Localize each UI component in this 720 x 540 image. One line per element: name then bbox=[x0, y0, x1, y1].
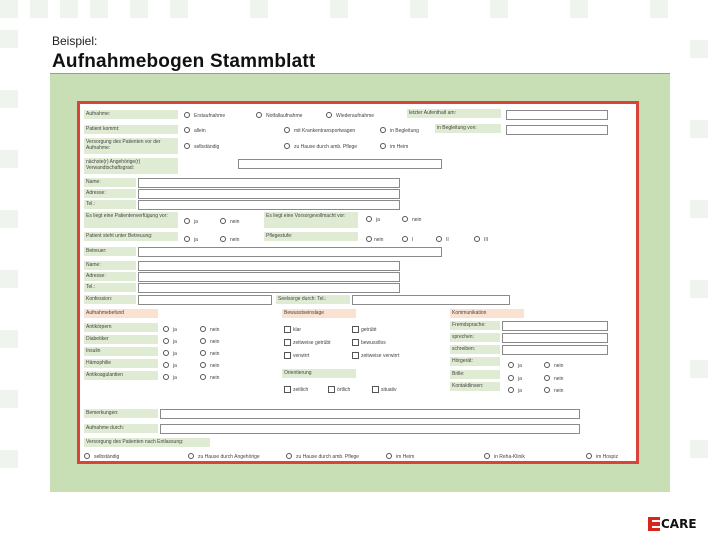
bg-square bbox=[330, 0, 348, 18]
bg-square bbox=[410, 0, 428, 18]
option-label: ja bbox=[194, 237, 198, 243]
schreiben-label: schreiben: bbox=[450, 345, 500, 354]
orientierung-header: Orientierung bbox=[282, 369, 356, 378]
radio-entlassung-selbstaendig[interactable] bbox=[84, 453, 90, 459]
radio-entlassung-amb-pflege[interactable] bbox=[286, 453, 292, 459]
radio-pv-ja[interactable] bbox=[184, 218, 190, 224]
option-label: in Begleitung bbox=[390, 128, 419, 134]
radio-pflegestufe-2[interactable] bbox=[436, 236, 442, 242]
radio-in-begleitung[interactable] bbox=[380, 127, 386, 133]
angehoerige-field[interactable] bbox=[238, 159, 442, 169]
option-label: bewusstlos bbox=[361, 340, 386, 346]
radio-antikoagulantien-ja[interactable] bbox=[163, 374, 169, 380]
option-label: ja bbox=[173, 351, 177, 357]
radio-entlassung-angehoerige[interactable] bbox=[188, 453, 194, 459]
radio-haemophilie-nein[interactable] bbox=[200, 362, 206, 368]
radio-brille-nein[interactable] bbox=[544, 375, 550, 381]
seelsorge-field[interactable] bbox=[352, 295, 510, 305]
befund-label: Antikörpern bbox=[84, 323, 158, 332]
in-begleitung-von-field[interactable] bbox=[506, 125, 608, 135]
radio-entlassung-heim[interactable] bbox=[386, 453, 392, 459]
bg-square bbox=[0, 330, 18, 348]
option-label: Notfallaufnahme bbox=[266, 113, 303, 119]
option-label: nein bbox=[230, 219, 240, 225]
option-label: zu Hause durch amb. Pflege bbox=[294, 144, 358, 150]
bg-square bbox=[0, 210, 18, 228]
person1-tel-field[interactable] bbox=[138, 200, 400, 210]
option-label: nein bbox=[210, 327, 220, 333]
kommunikation-header: Kommunikation bbox=[450, 309, 524, 318]
radio-pv-nein[interactable] bbox=[220, 218, 226, 224]
radio-selbstaendig[interactable] bbox=[184, 143, 190, 149]
checkbox-oertlich[interactable] bbox=[328, 386, 335, 393]
option-label: im Hospiz bbox=[596, 454, 618, 460]
radio-pflegestufe-nein[interactable] bbox=[366, 236, 372, 242]
option-label: mit Krankentransportwagen bbox=[294, 128, 356, 134]
option-label: allein bbox=[194, 128, 206, 134]
name-label: Name: bbox=[84, 178, 136, 187]
radio-notfallaufnahme[interactable] bbox=[256, 112, 262, 118]
option-label: ja bbox=[173, 363, 177, 369]
bg-square bbox=[690, 40, 708, 58]
bg-square bbox=[690, 120, 708, 138]
aufnahmebefund-header: Aufnahmebefund bbox=[84, 309, 158, 318]
option-label: in Reha-Klinik bbox=[494, 454, 525, 460]
adresse-label: Adresse: bbox=[84, 272, 136, 281]
option-label: zeitlich bbox=[293, 387, 309, 393]
aufnahme-label: Aufnahme: bbox=[84, 110, 178, 119]
checkbox-situativ[interactable] bbox=[372, 386, 379, 393]
person1-name-field[interactable] bbox=[138, 178, 400, 188]
radio-haemophilie-ja[interactable] bbox=[163, 362, 169, 368]
checkbox-zeitweise-verwirrt[interactable] bbox=[352, 352, 359, 359]
schreiben-field[interactable] bbox=[502, 345, 608, 355]
radio-insulin-ja[interactable] bbox=[163, 350, 169, 356]
option-label: situativ bbox=[381, 387, 397, 393]
checkbox-getruebt[interactable] bbox=[352, 326, 359, 333]
checkbox-verwirrt[interactable] bbox=[284, 352, 291, 359]
bg-square bbox=[0, 30, 18, 48]
bg-square bbox=[690, 200, 708, 218]
radio-betreuung-ja[interactable] bbox=[184, 236, 190, 242]
option-label: nein bbox=[210, 375, 220, 381]
person1-adresse-field[interactable] bbox=[138, 189, 400, 199]
radio-amb-pflege[interactable] bbox=[284, 143, 290, 149]
slide-title: Aufnahmebogen Stammblatt bbox=[52, 51, 316, 72]
option-label: II bbox=[446, 237, 449, 243]
option-label: selbständig bbox=[94, 454, 120, 460]
option-label: verwirrt bbox=[293, 353, 310, 359]
adresse-label: Adresse: bbox=[84, 189, 136, 198]
person2-adresse-field[interactable] bbox=[138, 272, 400, 282]
option-label: nein bbox=[210, 339, 220, 345]
entlassung-label: Versorgung des Patienten nach Entlassung: bbox=[84, 438, 210, 447]
aufnahme-durch-label: Aufnahme durch: bbox=[84, 424, 158, 433]
versorgung-vor-label: Versorgung des Patienten vor der Aufnahme: bbox=[84, 138, 178, 154]
tel-label: Tel.: bbox=[84, 200, 136, 209]
bg-square bbox=[570, 0, 588, 18]
bemerkungen-field[interactable] bbox=[160, 409, 580, 419]
sprechen-field[interactable] bbox=[502, 333, 608, 343]
checkbox-bewusstlos[interactable] bbox=[352, 339, 359, 346]
patientenverfuegung-label: Es liegt eine Patientenverfügung vor: bbox=[84, 212, 178, 228]
befund-label: Antikoagulantien bbox=[84, 371, 158, 380]
option-label: ja bbox=[173, 327, 177, 333]
befund-label: Hämophilie bbox=[84, 359, 158, 368]
logo-e-mark bbox=[648, 517, 660, 531]
betreuer-field[interactable] bbox=[138, 247, 442, 257]
option-label: zu Hause durch Angehörige bbox=[198, 454, 260, 460]
angehoerige-label: nächste(r) Angehörige(r) Verwandtschaftsgrad: bbox=[84, 158, 178, 174]
bg-square bbox=[0, 450, 18, 468]
option-label: nein bbox=[554, 388, 564, 394]
bg-square bbox=[690, 280, 708, 298]
option-label: zeitweise getrübt bbox=[293, 340, 331, 346]
option-label: ja bbox=[518, 376, 522, 382]
radio-insulin-nein[interactable] bbox=[200, 350, 206, 356]
betreuer-label: Betreuer: bbox=[84, 247, 136, 256]
option-label: im Heim bbox=[390, 144, 409, 150]
bg-square bbox=[650, 0, 668, 18]
option-label: getrübt bbox=[361, 327, 377, 333]
option-label: III bbox=[484, 237, 489, 243]
pflegestufe-label: Pflegestufe: bbox=[264, 232, 358, 241]
patient-kommt-label: Patient kommt: bbox=[84, 125, 178, 134]
option-label: nein bbox=[210, 363, 220, 369]
sprechen-label: sprechen: bbox=[450, 333, 500, 342]
kontaktlinsen-label: Kontaktlinsen: bbox=[450, 382, 500, 391]
fremdsprache-field[interactable] bbox=[502, 321, 608, 331]
radio-kontaktlinsen-ja[interactable] bbox=[508, 387, 514, 393]
option-label: zu Hause durch amb. Pflege bbox=[296, 454, 360, 460]
option-label: selbständig bbox=[194, 144, 220, 150]
option-label: nein bbox=[210, 351, 220, 357]
option-label: ja bbox=[518, 363, 522, 369]
radio-wiederaufnahme[interactable] bbox=[326, 112, 332, 118]
hoergeraet-label: Hörgerät: bbox=[450, 357, 500, 366]
brille-label: Brille: bbox=[450, 370, 500, 379]
befund-label: Insulin bbox=[84, 347, 158, 356]
bg-square bbox=[690, 440, 708, 458]
option-label: I bbox=[412, 237, 414, 243]
radio-vv-nein[interactable] bbox=[402, 216, 408, 222]
bg-square bbox=[0, 90, 18, 108]
radio-pflegestufe-3[interactable] bbox=[474, 236, 480, 242]
bg-square bbox=[30, 0, 48, 18]
bg-square bbox=[250, 0, 268, 18]
bg-square bbox=[690, 360, 708, 378]
radio-entlassung-reha[interactable] bbox=[484, 453, 490, 459]
option-label: örtlich bbox=[337, 387, 351, 393]
name-label: Name: bbox=[84, 261, 136, 270]
letzter-aufenthalt-field[interactable] bbox=[506, 110, 608, 120]
radio-antikoerper-nein[interactable] bbox=[200, 326, 206, 332]
fremdsprache-label: Fremdsprache: bbox=[450, 321, 500, 330]
option-label: ja bbox=[518, 388, 522, 394]
logo-text: CARE bbox=[661, 517, 697, 531]
radio-pflegestufe-1[interactable] bbox=[402, 236, 408, 242]
letzter-aufenthalt-label: letzter Aufenthalt am: bbox=[407, 109, 501, 118]
option-label: nein bbox=[554, 376, 564, 382]
checkbox-zeitlich[interactable] bbox=[284, 386, 291, 393]
radio-diabetiker-ja[interactable] bbox=[163, 338, 169, 344]
bewusstseinslage-header: Bewusstseinslage bbox=[282, 309, 356, 318]
radio-kontaktlinsen-nein[interactable] bbox=[544, 387, 550, 393]
admission-form bbox=[77, 101, 639, 464]
option-label: ja bbox=[194, 219, 198, 225]
bg-square bbox=[0, 0, 18, 18]
konfession-field[interactable] bbox=[138, 295, 272, 305]
option-label: im Heim bbox=[396, 454, 415, 460]
aufnahme-durch-field[interactable] bbox=[160, 424, 580, 434]
vorsorgevollmacht-label: Es liegt eine Vorsorgevollmacht vor: bbox=[264, 212, 358, 228]
option-label: nein bbox=[230, 237, 240, 243]
radio-im-heim[interactable] bbox=[380, 143, 386, 149]
person2-tel-field[interactable] bbox=[138, 283, 400, 293]
bg-square bbox=[0, 150, 18, 168]
radio-vv-ja[interactable] bbox=[366, 216, 372, 222]
konfession-label: Konfession: bbox=[84, 295, 136, 304]
betreuung-label: Patient steht unter Betreuung: bbox=[84, 232, 178, 241]
option-label: Wiederaufnahme bbox=[336, 113, 375, 119]
bg-square bbox=[130, 0, 148, 18]
radio-erstaufnahme[interactable] bbox=[184, 112, 190, 118]
option-label: nein bbox=[374, 237, 384, 243]
option-label: klar bbox=[293, 327, 302, 333]
befund-label: Diabetiker bbox=[84, 335, 158, 344]
option-label: ja bbox=[376, 217, 380, 223]
tel-label: Tel.: bbox=[84, 283, 136, 292]
radio-brille-ja[interactable] bbox=[508, 375, 514, 381]
bg-square bbox=[170, 0, 188, 18]
slide-subtitle: Beispiel: bbox=[52, 34, 98, 48]
option-label: ja bbox=[173, 375, 177, 381]
radio-allein[interactable] bbox=[184, 127, 190, 133]
seelsorge-label: Seelsorge durch: Tel.: bbox=[276, 295, 350, 304]
option-label: Erstaufnahme bbox=[194, 113, 226, 119]
bg-square bbox=[90, 0, 108, 18]
checkbox-klar[interactable] bbox=[284, 326, 291, 333]
radio-krankentransport[interactable] bbox=[284, 127, 290, 133]
option-label: nein bbox=[554, 363, 564, 369]
person2-name-field[interactable] bbox=[138, 261, 400, 271]
in-begleitung-von-label: in Begleitung von: bbox=[435, 124, 501, 133]
radio-antikoagulantien-nein[interactable] bbox=[200, 374, 206, 380]
checkbox-zeitweise-getruebt[interactable] bbox=[284, 339, 291, 346]
option-label: zeitweise verwirrt bbox=[361, 353, 400, 359]
radio-diabetiker-nein[interactable] bbox=[200, 338, 206, 344]
bemerkungen-label: Bemerkungen: bbox=[84, 409, 158, 418]
option-label: nein bbox=[412, 217, 422, 223]
bg-square bbox=[0, 270, 18, 288]
bg-square bbox=[60, 0, 78, 18]
radio-betreuung-nein[interactable] bbox=[220, 236, 226, 242]
radio-entlassung-hospiz[interactable] bbox=[586, 453, 592, 459]
option-label: ja bbox=[173, 339, 177, 345]
bg-square bbox=[490, 0, 508, 18]
radio-hoergeraet-nein[interactable] bbox=[544, 362, 550, 368]
radio-hoergeraet-ja[interactable] bbox=[508, 362, 514, 368]
bg-square bbox=[0, 390, 18, 408]
radio-antikoerper-ja[interactable] bbox=[163, 326, 169, 332]
